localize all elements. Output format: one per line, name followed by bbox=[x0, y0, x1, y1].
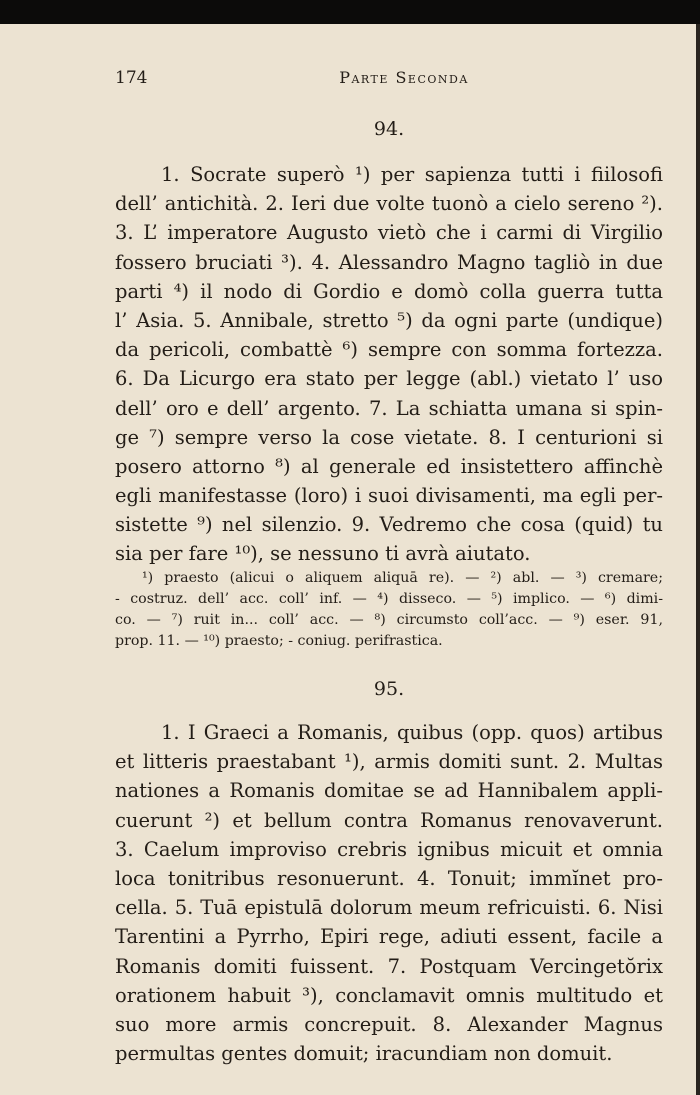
exercise-94-number: 94. bbox=[373, 118, 405, 140]
exercise-95-line: cuerunt ²) et bellum contra Romanus renovaverunt. bbox=[115, 808, 663, 832]
exercise-94-line: sia per fare ¹⁰), se nessuno ti avrà aiutato. bbox=[115, 542, 531, 566]
exercise-95-body bbox=[115, 718, 663, 1068]
exercise-94-line: dell’ oro e dell’ argento. 7. La schiatta umana si spin- bbox=[115, 396, 663, 420]
scan-top-edge bbox=[0, 0, 700, 24]
exercise-94-body bbox=[115, 160, 663, 569]
page-number: 174 bbox=[115, 68, 148, 88]
exercise-95-line: 1. I Graeci a Romanis, quibus (opp. quos) artibus bbox=[161, 721, 663, 744]
exercise-95-line: suo more armis concrepuit. 8. Alexander Magnus bbox=[115, 1012, 663, 1036]
footnote-line: - costruz. dell’ acc. coll’ inf. — ⁴) disseco. — ⁵) implico. — ⁶) dimi- bbox=[115, 591, 663, 607]
exercise-95-line: et litteris praestabant ¹), armis domiti sunt. 2. Multas bbox=[115, 750, 663, 774]
scan-right-edge bbox=[696, 24, 700, 1095]
footnote-line: prop. 11. — ¹⁰) praesto; - coniug. perifrastica. bbox=[115, 633, 443, 649]
footnote-line: ¹) praesto (alicui o aliquem aliquā re). — ²) abl. — ³) cremare; bbox=[142, 570, 663, 586]
exercise-95-number: 95. bbox=[373, 678, 405, 700]
exercise-95-line: cella. 5. Tuā epistulā dolorum meum refricuisti. 6. Nisi bbox=[115, 896, 663, 920]
exercise-95-line: orationem habuit ³), conclamavit omnis multitudo et bbox=[115, 983, 663, 1007]
exercise-95-line: Romanis domiti fuissent. 7. Postquam Vercingetŏrix bbox=[115, 954, 663, 978]
running-head bbox=[115, 68, 663, 94]
exercise-95-line: loca tonitribus resonuerunt. 4. Tonuit; immĭnet pro- bbox=[115, 866, 663, 890]
exercise-94-line: sistette ⁹) nel silenzio. 9. Vedremo che cosa (quid) tu bbox=[115, 513, 663, 537]
exercise-94-line: dell’ antichità. 2. Ieri due volte tuonò a cielo sereno ²). bbox=[115, 192, 663, 216]
exercise-94-line: ge ⁷) sempre verso la cose vietate. 8. I centurioni si bbox=[115, 425, 663, 449]
exercise-94-line: l’ Asia. 5. Annibale, stretto ⁵) da ogni parte (undique) bbox=[115, 308, 663, 332]
exercise-94-line: 1. Socrate superò ¹) per sapienza tutti i fiilosofi bbox=[161, 163, 663, 186]
exercise-95-line: Tarentini a Pyrrho, Epiri rege, adiuti essent, facile a bbox=[115, 925, 663, 949]
exercise-94-line: egli manifestasse (loro) i suoi divisamenti, ma egli per- bbox=[115, 484, 663, 508]
exercise-95-line: 3. Caelum improviso crebris ignibus micuit et omnia bbox=[115, 837, 663, 861]
exercise-94-line: posero attorno ⁸) al generale ed insistettero affinchè bbox=[115, 454, 663, 478]
exercise-94-line: 6. Da Licurgo era stato per legge (abl.) vietato l’ uso bbox=[115, 367, 663, 391]
exercise-94-line: parti ⁴) il nodo di Gordio e domò colla guerra tutta bbox=[115, 279, 663, 303]
exercise-95-line: nationes a Romanis domitae se ad Hannibalem appli- bbox=[115, 779, 663, 803]
exercise-94-line: da pericoli, combattè ⁶) sempre con somma fortezza. bbox=[115, 338, 663, 362]
exercise-94-line: fossero bruciati ³). 4. Alessandro Magno tagliò in due bbox=[115, 250, 663, 274]
footnote-line: co. — ⁷) ruit in... coll’ acc. — ⁸) circumsto coll’acc. — ⁹) eser. 91, bbox=[115, 612, 663, 628]
exercise-94-line: 3. L’ imperatore Augusto vietò che i carmi di Virgilio bbox=[115, 221, 663, 245]
exercise-95-line: permultas gentes domuit; iracundiam non domuit. bbox=[115, 1042, 613, 1066]
exercise-94-footnotes bbox=[115, 568, 663, 652]
part-title: Parte Seconda bbox=[339, 68, 469, 87]
